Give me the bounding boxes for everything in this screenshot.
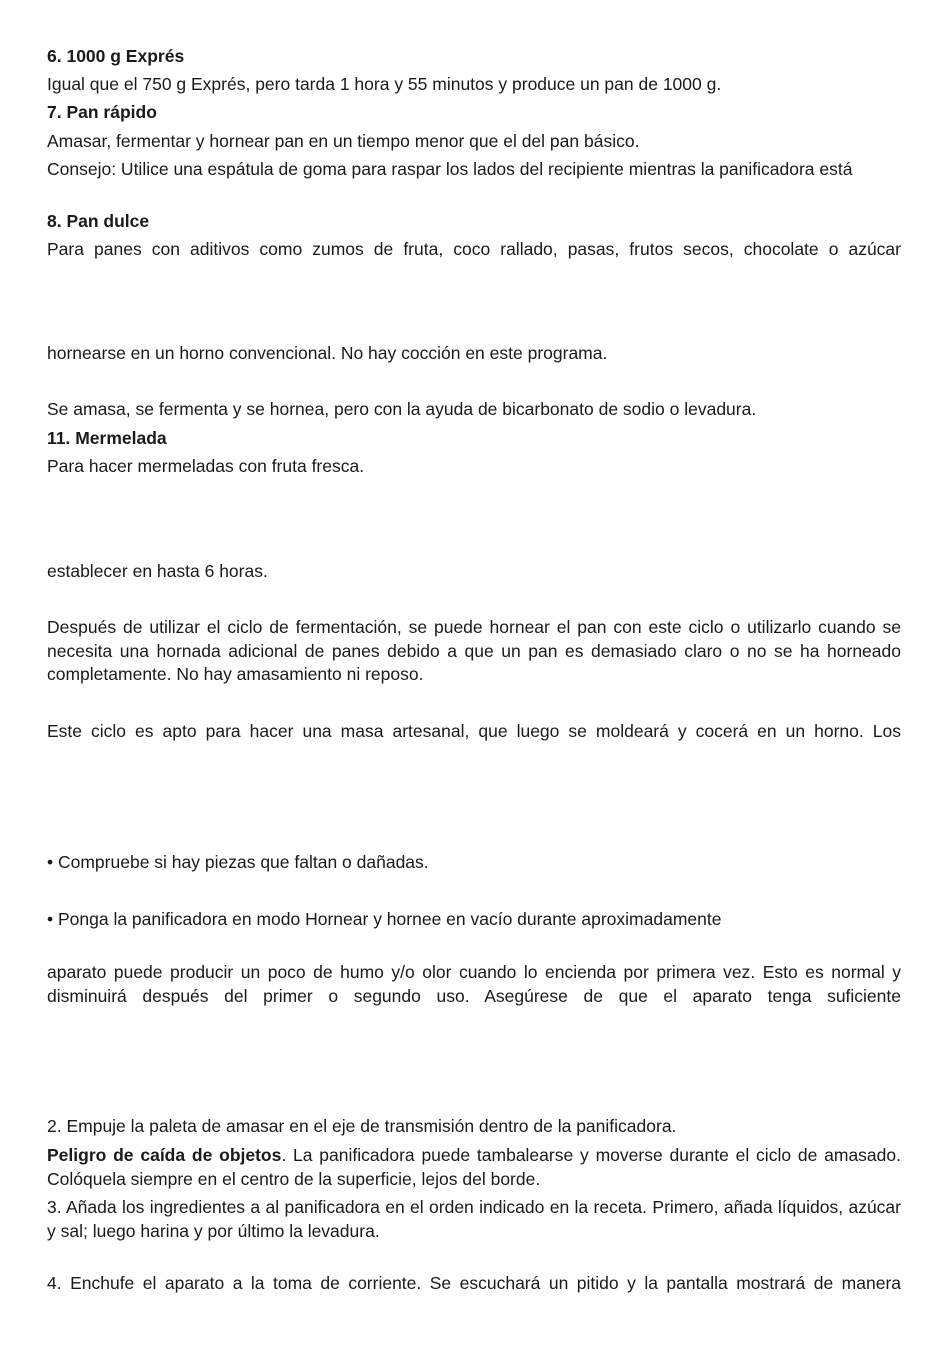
warning-label: Peligro de caída de objetos (47, 1145, 282, 1165)
bullet-hornear-vacio: • Ponga la panificadora en modo Hornear y hornee en vacío durante aproximadamente (47, 909, 722, 929)
heading-mermelada: 11. Mermelada (47, 428, 167, 448)
step-2-paleta: 2. Empuje la paleta de amasar en el eje de transmisión dentro de la panificadora. (47, 1116, 677, 1136)
warning-caida-objetos (47, 1144, 901, 1191)
paragraph-humo-olor: aparato puede producir un poco de humo y/o olor cuando lo encienda por primera vez. Esto es normal y disminuirá después del primer o segundo uso. Asegúrese de que el aparato tenga suficiente (47, 962, 901, 1006)
warning-text: . La panificadora puede tambalearse y moverse durante el ciclo de amasado. Colóquela siempre en el centro de la superficie, lejos del borde. (47, 1145, 901, 1189)
bullet-piezas: • Compruebe si hay piezas que faltan o dañadas. (47, 852, 429, 872)
paragraph-pan-rapido: Amasar, fermentar y hornear pan en un tiempo menor que el del pan básico. (47, 131, 640, 151)
paragraph-6-horas: establecer en hasta 6 horas. (47, 561, 268, 581)
paragraph-consejo: Consejo: Utilice una espátula de goma para raspar los lados del recipiente mientras la panificadora está (47, 159, 853, 179)
paragraph-1000g-expres: Igual que el 750 g Exprés, pero tarda 1 hora y 55 minutos y produce un pan de 1000 g. (47, 74, 722, 94)
paragraph-bicarbonato: Se amasa, se fermenta y se hornea, pero con la ayuda de bicarbonato de sodio o levadura. (47, 399, 757, 419)
paragraph-ciclo-hornear: Después de utilizar el ciclo de fermentación, se puede hornear el pan con este ciclo o utilizarlo cuando se necesita una hornada adicional de panes debido a que un pan es demasiado claro o no se ha horneado completamente. No hay amasamiento ni reposo. (47, 617, 901, 684)
heading-1000g-expres: 6. 1000 g Exprés (47, 46, 185, 66)
step-3-ingredientes: 3. Añada los ingredientes a al panificadora en el orden indicado en la receta. Primero, añada líquidos, azúcar y sal; luego harina y por último la levadura. (47, 1197, 901, 1241)
paragraph-mermelada: Para hacer mermeladas con fruta fresca. (47, 456, 365, 476)
heading-pan-rapido: 7. Pan rápido (47, 102, 157, 122)
paragraph-pan-dulce: Para panes con aditivos como zumos de fruta, coco rallado, pasas, frutos secos, chocolate o azúcar (47, 239, 901, 259)
heading-pan-dulce: 8. Pan dulce (47, 211, 150, 231)
paragraph-masa-artesanal: Este ciclo es apto para hacer una masa artesanal, que luego se moldeará y cocerá en un horno. Los (47, 721, 901, 741)
paragraph-horno-convencional: hornearse en un horno convencional. No hay cocción en este programa. (47, 343, 608, 363)
step-4-enchufe: 4. Enchufe el aparato a la toma de corriente. Se escuchará un pitido y la pantalla mostrará de manera (47, 1273, 901, 1293)
